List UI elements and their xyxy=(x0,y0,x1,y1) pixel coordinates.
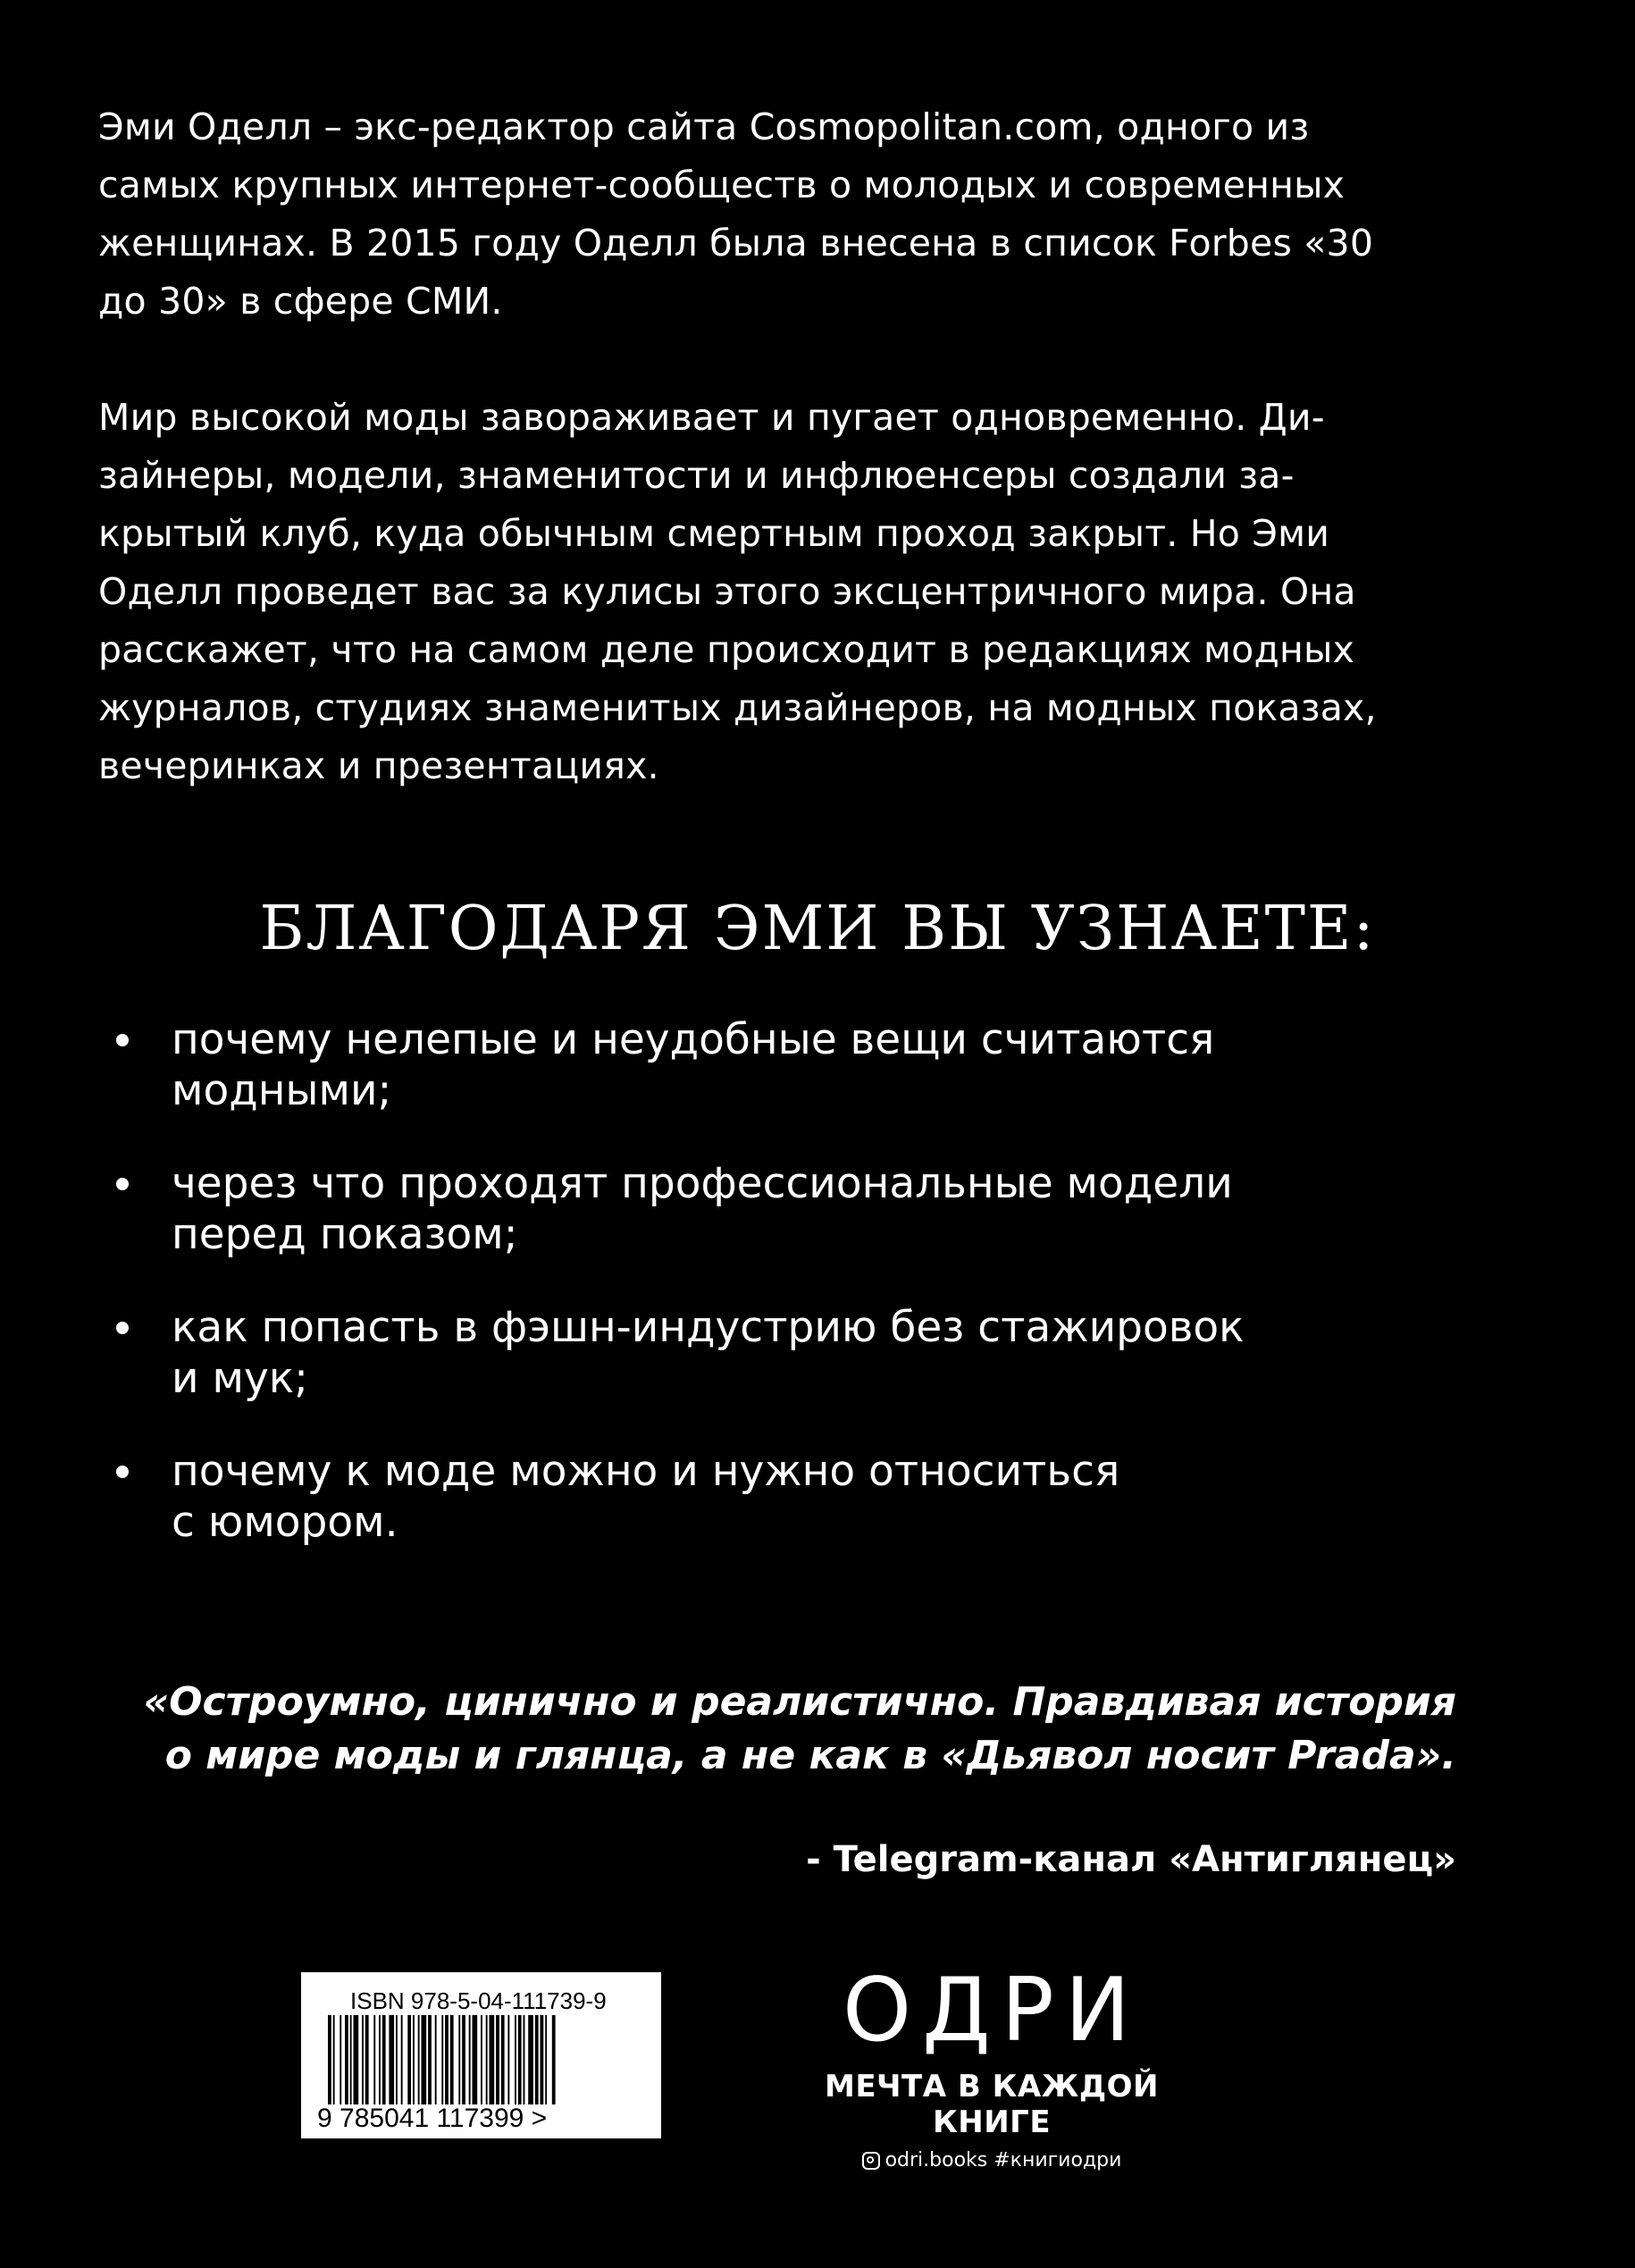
text-line: журналов, студиях знаменитых дизайнеров, на модных показах, xyxy=(98,686,1377,729)
author-about-text xyxy=(98,98,1474,331)
text-line: расскажет, что на самом деле происходит в редакциях модных xyxy=(98,628,1355,671)
isbn-barcode xyxy=(301,1972,661,2138)
list-item xyxy=(116,1302,1456,1404)
barcode-icon xyxy=(328,2015,632,2104)
list-item-line: через что проходят профессиональные модели xyxy=(172,1159,1233,1208)
book-description-text xyxy=(98,389,1474,795)
text-line: до 30» в сфере СМИ. xyxy=(98,280,503,323)
publisher-slogan xyxy=(822,2069,1161,2140)
text-line: зайнеры, модели, знаменитости и инфлюенсеры создали за- xyxy=(98,454,1295,497)
list-item-line: и мук; xyxy=(172,1354,308,1403)
book-description xyxy=(98,389,1474,795)
list-item-line: почему к моде можно и нужно относиться xyxy=(172,1447,1120,1496)
text-line: крытый клуб, куда обычным смертным проход закрыт. Но Эми xyxy=(98,512,1330,555)
benefits-list xyxy=(116,1014,1456,1590)
list-item-line: модными; xyxy=(172,1066,392,1115)
text-line: Мир высокой моды завораживает и пугает одновременно. Ди- xyxy=(98,396,1325,439)
social-handle: odri.books #книгиодри xyxy=(885,2149,1122,2171)
bullet-icon xyxy=(116,1466,129,1478)
quote-line: о мире моды и глянца, а не как в «Дьявол носит Prada». xyxy=(164,1733,1456,1778)
list-item-line: с юмором. xyxy=(172,1498,398,1547)
quote-source: - Telegram-канал «Антиглянец» xyxy=(806,1839,1456,1880)
list-item xyxy=(116,1446,1456,1548)
section-heading: БЛАГОДАРЯ ЭМИ ВЫ УЗНАЕТЕ: xyxy=(259,894,1376,964)
bullet-icon xyxy=(116,1034,129,1046)
author-about xyxy=(98,98,1474,331)
text-line: Оделл проведет вас за кулисы этого эксцентричного мира. Она xyxy=(98,570,1356,613)
list-item-line: как попасть в фэшн-индустрию без стажировок xyxy=(172,1303,1245,1352)
isbn-label: ISBN 978-5-04-111739-9 xyxy=(350,1987,607,2014)
list-item xyxy=(116,1158,1456,1260)
list-item-line: почему нелепые и неудобные вещи считаются xyxy=(172,1015,1215,1064)
quote-line: «Остроумно, цинично и реалистично. Правдивая история xyxy=(143,1679,1456,1725)
text-line: женщинах. В 2015 году Оделл была внесена в список Forbes «30 xyxy=(98,222,1374,265)
text-line: Эми Оделл – экс-редактор сайта Cosmopolitan.com, одного из xyxy=(98,105,1310,148)
list-item xyxy=(116,1014,1456,1116)
publisher-social xyxy=(822,2149,1161,2171)
barcode-digits: 9 785041 117399 > xyxy=(317,2104,548,2133)
slogan-line: МЕЧТА В КАЖДОЙ xyxy=(825,2069,1159,2104)
list-item-line: перед показом; xyxy=(172,1210,518,1259)
instagram-icon xyxy=(862,2152,880,2170)
text-line: самых крупных интернет-сообществ о молодых и современных xyxy=(98,164,1346,206)
text-line: вечеринках и презентациях. xyxy=(98,744,659,787)
bullet-icon xyxy=(116,1322,129,1334)
publisher-name: ОДРИ xyxy=(842,1960,1142,2062)
bullet-icon xyxy=(116,1178,129,1190)
slogan-line: КНИГЕ xyxy=(932,2104,1052,2140)
review-quote xyxy=(27,1676,1456,1783)
publisher-logo xyxy=(822,1961,1161,2171)
